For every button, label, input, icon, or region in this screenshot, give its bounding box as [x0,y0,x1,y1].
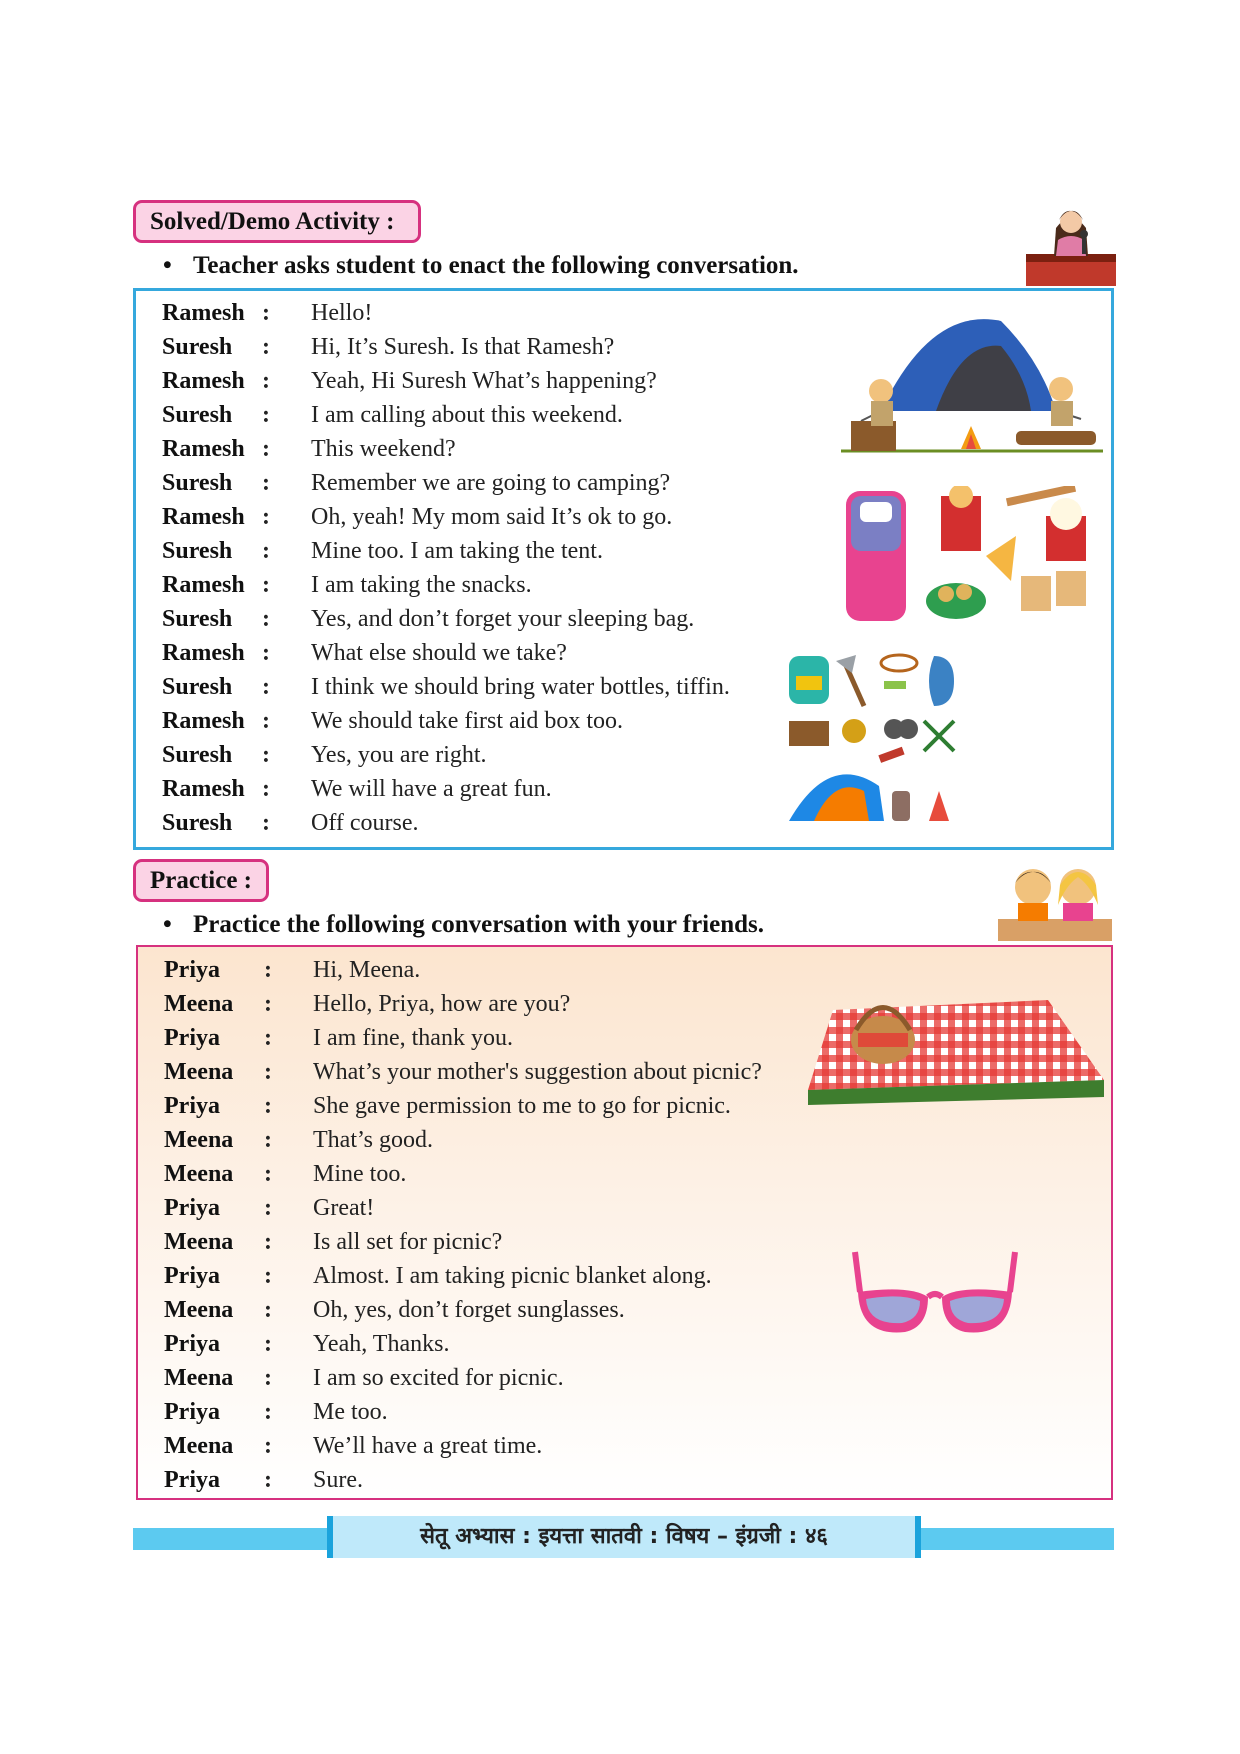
line-text: We’ll have a great time. [313,1433,543,1459]
speaker: Meena [164,1127,234,1153]
bullet: • [163,911,172,938]
speaker: Suresh [162,606,233,632]
speaker: Suresh [162,334,233,360]
speaker: Meena [164,1365,234,1391]
speaker: Meena [164,1229,234,1255]
line-text: What else should we take? [311,640,567,666]
separator: : [262,742,270,768]
line-text: Yeah, Thanks. [313,1331,450,1357]
speaker: Meena [164,1433,234,1459]
practice-instruction-text: Practice the following conversation with your friends. [193,911,764,938]
speaker: Suresh [162,742,233,768]
speaker: Ramesh [162,368,245,394]
line-text: Great! [313,1195,375,1221]
speaker: Suresh [162,402,233,428]
separator: : [262,538,270,564]
speaker: Meena [164,1059,234,1085]
separator: : [262,504,270,530]
line-text: Mine too. I am taking the tent. [311,538,603,564]
practice-heading: Practice : [133,859,269,902]
speaker: Priya [164,1093,220,1119]
line-text: Hi, It’s Suresh. Is that Ramesh? [311,334,615,360]
picnic-blanket-illustration [808,985,1104,1105]
separator: : [262,368,270,394]
separator: : [262,436,270,462]
demo-conversation-box [133,288,1114,850]
speaker: Meena [164,1297,234,1323]
line-text: I am fine, thank you. [313,1025,513,1051]
speaker: Priya [164,1331,220,1357]
separator: : [264,1161,272,1187]
separator: : [264,1365,272,1391]
speaker: Priya [164,957,220,983]
line-text: I am calling about this weekend. [311,402,623,428]
sunglasses-illustration [850,1247,1020,1347]
separator: : [262,810,270,836]
separator: : [264,1263,272,1289]
speaker: Suresh [162,674,233,700]
line-text: I am taking the snacks. [311,572,532,598]
demo-heading: Solved/Demo Activity : [133,200,421,243]
separator: : [264,1059,272,1085]
separator: : [264,1433,272,1459]
speaker: Priya [164,1195,220,1221]
speaker: Priya [164,1467,220,1493]
speaker: Suresh [162,810,233,836]
separator: : [262,640,270,666]
line-text: Oh, yeah! My mom said It’s ok to go. [311,504,673,530]
separator: : [264,1331,272,1357]
separator: : [262,674,270,700]
speaker: Ramesh [162,300,245,326]
snacks-illustration [846,486,1096,636]
line-text: Hello! [311,300,373,326]
line-text: Hi, Meena. [313,957,421,983]
separator: : [262,572,270,598]
camping-gear-illustration [784,651,974,846]
line-text: We should take first aid box too. [311,708,624,734]
separator: : [264,1093,272,1119]
separator: : [262,776,270,802]
speaker: Priya [164,1399,220,1425]
line-text: Me too. [313,1399,388,1425]
practice-conversation-box [136,945,1113,1500]
speaker: Ramesh [162,504,245,530]
separator: : [264,957,272,983]
line-text: Yeah, Hi Suresh What’s happening? [311,368,657,394]
separator: : [264,1467,272,1493]
separator: : [264,991,272,1017]
line-text: Remember we are going to camping? [311,470,671,496]
speaker: Ramesh [162,640,245,666]
speaker: Suresh [162,538,233,564]
separator: : [264,1297,272,1323]
separator: : [264,1025,272,1051]
demo-instruction-text: Teacher asks student to enact the following conversation. [193,252,799,279]
separator: : [264,1195,272,1221]
line-text: I think we should bring water bottles, tiffin. [311,674,730,700]
footer-label: सेतू अभ्यास : इयत्ता सातवी : विषय – इंग्रजी : ४६ [327,1516,921,1558]
bullet: • [163,252,172,279]
line-text: Hello, Priya, how are you? [313,991,571,1017]
line-text: Is all set for picnic? [313,1229,503,1255]
line-text: That’s good. [313,1127,433,1153]
speaker: Priya [164,1025,220,1051]
line-text: I am so excited for picnic. [313,1365,564,1391]
speaker: Meena [164,1161,234,1187]
line-text: She gave permission to me to go for picnic. [313,1093,731,1119]
speaker: Ramesh [162,436,245,462]
speaker: Ramesh [162,708,245,734]
speaker: Suresh [162,470,233,496]
speaker: Ramesh [162,572,245,598]
line-text: Sure. [313,1467,363,1493]
practice-instruction [163,910,764,940]
line-text: Oh, yes, don’t forget sunglasses. [313,1297,625,1323]
line-text: Mine too. [313,1161,407,1187]
demo-instruction [163,251,799,281]
separator: : [262,708,270,734]
separator: : [262,606,270,632]
camping-tent-illustration [841,301,1103,466]
separator: : [264,1229,272,1255]
line-text: Off course. [311,810,419,836]
kids-illustration [998,855,1112,941]
teacher-illustration [1026,198,1116,286]
speaker: Meena [164,991,234,1017]
line-text: Yes, and don’t forget your sleeping bag. [311,606,695,632]
line-text: What’s your mother's suggestion about picnic? [313,1059,762,1085]
line-text: Yes, you are right. [311,742,487,768]
line-text: This weekend? [311,436,456,462]
separator: : [262,402,270,428]
speaker: Ramesh [162,776,245,802]
separator: : [264,1399,272,1425]
separator: : [262,470,270,496]
line-text: We will have a great fun. [311,776,552,802]
separator: : [264,1127,272,1153]
line-text: Almost. I am taking picnic blanket along. [313,1263,712,1289]
speaker: Priya [164,1263,220,1289]
separator: : [262,300,270,326]
separator: : [262,334,270,360]
